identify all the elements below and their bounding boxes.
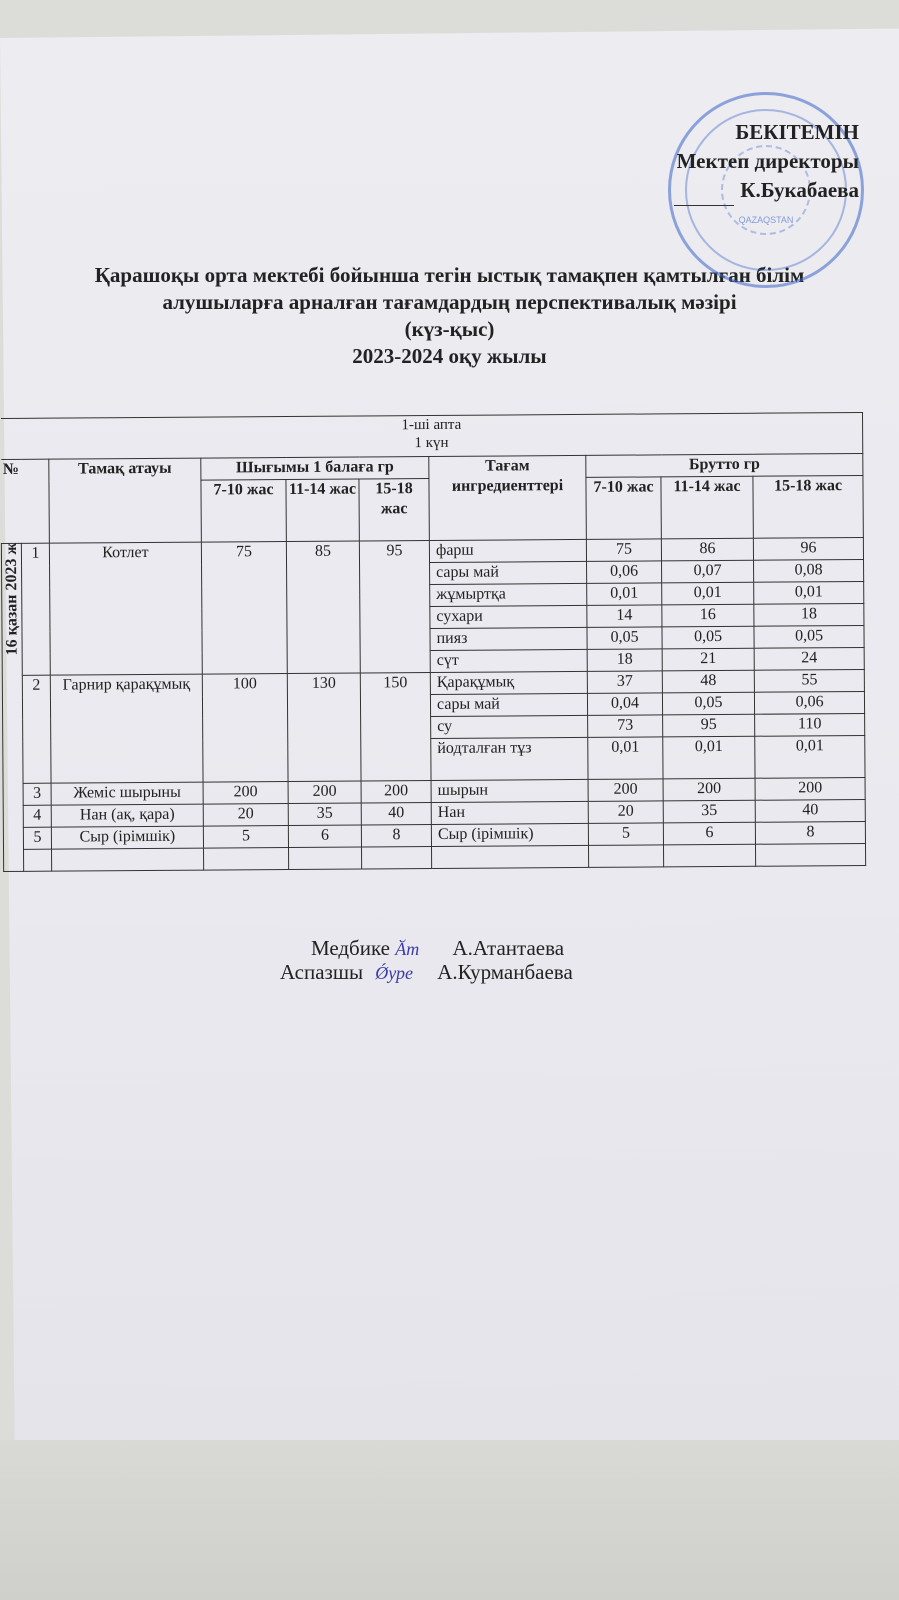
ingredient-gross: 20 [588, 801, 663, 824]
header-gross-11-14: 11-14 жас [661, 476, 753, 539]
meal-number: 4 [23, 805, 51, 827]
empty-cell [588, 845, 663, 868]
ingredient-gross: 16 [662, 604, 754, 627]
ingredient-gross: 18 [754, 603, 864, 626]
ingredient-gross: 0,08 [754, 559, 864, 582]
date-label: 16 қазан 2023 ж [2, 542, 21, 656]
empty-cell [289, 847, 362, 870]
ingredient-gross: 37 [587, 671, 662, 694]
meal-yield: 5 [203, 825, 288, 848]
ingredient-gross: 200 [755, 777, 865, 800]
date-cell [1, 543, 23, 871]
signature-line [280, 960, 573, 984]
meal-yield: 150 [360, 673, 431, 781]
header-age-7-10: 7-10 жас [201, 480, 286, 543]
ingredient-name: жұмыртқа [430, 583, 587, 606]
meal-name: Жеміс шырыны [51, 782, 203, 805]
title-season: (күз-қыс) [404, 317, 495, 341]
ingredient-gross: 0,06 [754, 691, 864, 714]
meal-name: Гарнир қарақұмық [50, 674, 203, 783]
ingredient-name: сары май [430, 693, 587, 716]
empty-cell [52, 848, 204, 871]
ingredient-name: йодталған тұз [431, 737, 588, 780]
meal-yield: 8 [361, 824, 431, 846]
ingredient-gross: 14 [587, 605, 662, 628]
menu-table [0, 412, 866, 872]
empty-cell [432, 845, 589, 868]
meal-yield: 40 [361, 802, 431, 824]
empty-cell [204, 847, 289, 870]
ingredient-name: сары май [430, 561, 587, 584]
header-yield: Шығымы 1 балаға гр [201, 457, 429, 481]
handwritten-signature: Ǿуре [375, 963, 413, 983]
ingredient-gross: 5 [588, 823, 663, 846]
ingredient-gross: 0,01 [662, 582, 754, 605]
ingredient-gross: 0,01 [588, 737, 663, 780]
ingredient-name: сүт [430, 649, 587, 672]
empty-cell [362, 846, 432, 868]
header-age-15-18: 15-18 жас [359, 479, 429, 541]
ingredient-gross: 0,06 [587, 561, 662, 584]
signature-name: А.Атантаева [452, 936, 565, 960]
signature-name: А.Курманбаева [437, 960, 573, 984]
ingredient-name: Нан [431, 801, 588, 824]
meal-number: 1 [21, 543, 50, 675]
ingredient-name: Сыр (ірімшік) [431, 823, 588, 846]
header-age-11-14: 11-14 жас [286, 479, 359, 542]
ingredient-name: Қарақұмық [430, 671, 587, 694]
ingredient-name: сухари [430, 605, 587, 628]
background-surface [0, 1440, 899, 1600]
empty-cell [755, 843, 865, 866]
ingredient-gross: 48 [662, 670, 754, 693]
ingredient-gross: 0,01 [755, 735, 865, 778]
meal-yield: 200 [203, 781, 288, 804]
ingredient-gross: 8 [755, 821, 865, 844]
header-gross: Брутто гр [586, 453, 863, 477]
ingredient-name: пияз [430, 627, 587, 650]
ingredient-gross: 0,01 [663, 736, 755, 779]
ingredient-gross: 200 [663, 778, 755, 801]
meal-yield: 35 [288, 803, 361, 826]
ingredient-gross: 75 [586, 539, 661, 562]
ingredient-gross: 200 [588, 779, 663, 802]
ingredient-gross: 0,04 [587, 693, 662, 716]
meal-name: Котлет [49, 542, 202, 675]
meal-yield: 100 [202, 674, 288, 783]
stamp-text: QAZAQSTAN [738, 215, 794, 225]
title-line: алушыларға арналған тағамдардың перспективалық мәзірі [162, 290, 737, 314]
ingredient-gross: 6 [663, 822, 755, 845]
signature-role: Медбике [310, 936, 390, 960]
header-gross-15-18: 15-18 жас [753, 475, 864, 538]
approval-block [674, 118, 859, 206]
signature-line [300, 936, 573, 960]
handwritten-signature: Ӑт [395, 939, 420, 959]
meal-number: 3 [23, 783, 51, 805]
empty-cell [24, 849, 52, 871]
ingredient-gross: 35 [663, 800, 755, 823]
ingredient-gross: 24 [754, 647, 864, 670]
title-line: Қарашоқы орта мектебі бойынша тегін ыстық тамақпен қамтылған білім [94, 263, 805, 287]
title-year: 2023-2024 оқу жылы [352, 344, 547, 368]
ingredient-gross: 0,05 [754, 625, 864, 648]
approval-position: Мектеп директоры [676, 149, 859, 173]
ingredient-gross: 55 [754, 669, 864, 692]
ingredient-name: су [431, 715, 588, 738]
meal-yield: 200 [288, 781, 361, 804]
signature-role: Аспазшы [280, 960, 364, 984]
approval-name: К.Букабаева [740, 178, 859, 202]
ingredient-gross: 95 [663, 714, 755, 737]
header-gross-7-10: 7-10 жас [586, 477, 661, 540]
ingredient-gross: 96 [753, 537, 863, 560]
meal-yield: 20 [203, 803, 288, 826]
meal-yield: 130 [287, 673, 361, 782]
meal-name: Сыр (ірімшік) [51, 826, 203, 849]
empty-cell [663, 844, 755, 867]
meal-yield: 95 [359, 541, 430, 673]
ingredient-gross: 73 [588, 715, 663, 738]
ingredient-gross: 0,01 [587, 583, 662, 606]
ingredient-gross: 0,07 [662, 560, 754, 583]
ingredient-gross: 0,05 [662, 626, 754, 649]
meal-yield: 75 [201, 542, 287, 675]
day-label: 1 күн [414, 434, 449, 452]
ingredient-gross: 40 [755, 799, 865, 822]
approval-heading: БЕКІТЕМІН [735, 120, 859, 144]
header-ingredients: Тағам ингредиенттері [429, 455, 587, 540]
ingredient-gross: 0,01 [754, 581, 864, 604]
meal-number: 2 [22, 675, 51, 783]
meal-yield: 6 [288, 825, 361, 848]
ingredient-gross: 18 [587, 649, 662, 672]
ingredient-name: фарш [429, 539, 586, 562]
meal-name: Нан (ақ, қара) [51, 804, 203, 827]
ingredient-gross: 21 [662, 648, 754, 671]
signatures [280, 936, 573, 984]
meal-yield: 85 [286, 541, 360, 674]
ingredient-gross: 0,05 [662, 692, 754, 715]
week-label: 1-ші апта [401, 416, 462, 434]
director-signature [674, 176, 734, 206]
header-dish: Тамақ атауы [49, 458, 202, 543]
header-num: № [1, 459, 50, 543]
ingredient-name: шырын [431, 779, 588, 802]
ingredient-gross: 0,05 [587, 627, 662, 650]
ingredient-gross: 86 [661, 538, 753, 561]
meal-number: 5 [23, 827, 51, 849]
week-day-cell [1, 412, 863, 459]
ingredient-gross: 110 [755, 713, 865, 736]
meal-yield: 200 [361, 780, 431, 802]
